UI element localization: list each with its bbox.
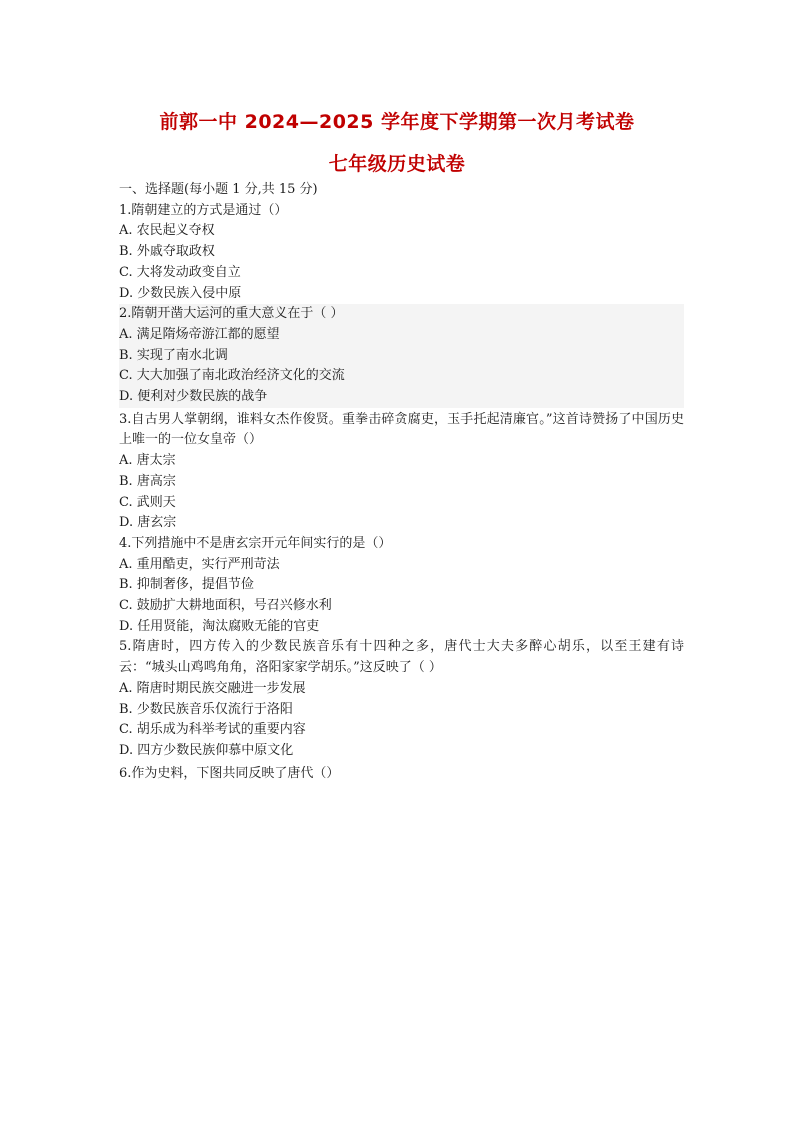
option-b: B. 唐高宗 [119, 473, 176, 489]
section-heading: 一、选择题(每小题 1 分,共 15 分) [119, 182, 318, 197]
option-c: C. 鼓励扩大耕地面积，号召兴修水利 [119, 598, 332, 614]
question-stem: 4.下列措施中不是唐玄宗开元年间实行的是（） [119, 535, 392, 551]
option-b: B. 实现了南水北调 [119, 347, 228, 363]
exam-content [119, 180, 684, 784]
option-d: D. 少数民族入侵中原 [119, 285, 242, 301]
option-d: D. 便利对少数民族的战争 [119, 389, 268, 405]
option-c: C. 武则天 [119, 494, 176, 510]
option-a: A. 重用酷吏，实行严刑苛法 [119, 556, 280, 572]
option-c: C. 大将发动政变自立 [119, 264, 241, 280]
option-c: C. 大大加强了南北政治经济文化的交流 [119, 368, 345, 384]
option-b: B. 抑制奢侈，提倡节俭 [119, 577, 254, 593]
option-c: C. 胡乐成为科举考试的重要内容 [119, 722, 306, 738]
option-a: A. 唐太宗 [119, 453, 176, 469]
option-b: B. 少数民族音乐仅流行于洛阳 [119, 701, 293, 717]
question-2 [119, 304, 684, 408]
question-stem: 3.自古男人掌朝纲，谁料女杰作俊贤。重拳击碎贪腐吏，玉手托起清廉官。”这首诗赞扬了中国历史上唯一的一位女皇帝（） [119, 411, 684, 448]
exam-title: 前郭一中 2024—2025 学年度下学期第一次月考试卷 [159, 111, 635, 133]
question-3 [119, 410, 684, 534]
question-stem: 6.作为史料，下图共同反映了唐代（） [119, 765, 340, 781]
question-6 [119, 764, 684, 785]
exam-subtitle: 七年级历史试卷 [328, 153, 466, 175]
option-a: A. 满足隋炀帝游江都的愿望 [119, 326, 280, 342]
option-d: D. 唐玄宗 [119, 515, 177, 531]
question-5 [119, 637, 684, 761]
question-stem: 2.隋朝开凿大运河的重大意义在于（ ） [119, 306, 344, 322]
question-stem: 5.隋唐时，四方传入的少数民族音乐有十四种之多，唐代士大夫多醉心胡乐，以至王建有诗云：“城头山鸡鸣角角，洛阳家家学胡乐。”这反映了（ ） [119, 639, 684, 676]
option-a: A. 隋唐时期民族交融进一步发展 [119, 680, 306, 696]
option-d: D. 四方少数民族仰慕中原文化 [119, 742, 294, 758]
question-4 [119, 534, 684, 638]
question-1 [119, 201, 684, 305]
option-d: D. 任用贤能，淘汰腐败无能的官吏 [119, 618, 320, 634]
question-stem: 1.隋朝建立的方式是通过（） [119, 202, 288, 218]
option-b: B. 外戚夺取政权 [119, 244, 215, 260]
option-a: A. 农民起义夺权 [119, 223, 215, 239]
